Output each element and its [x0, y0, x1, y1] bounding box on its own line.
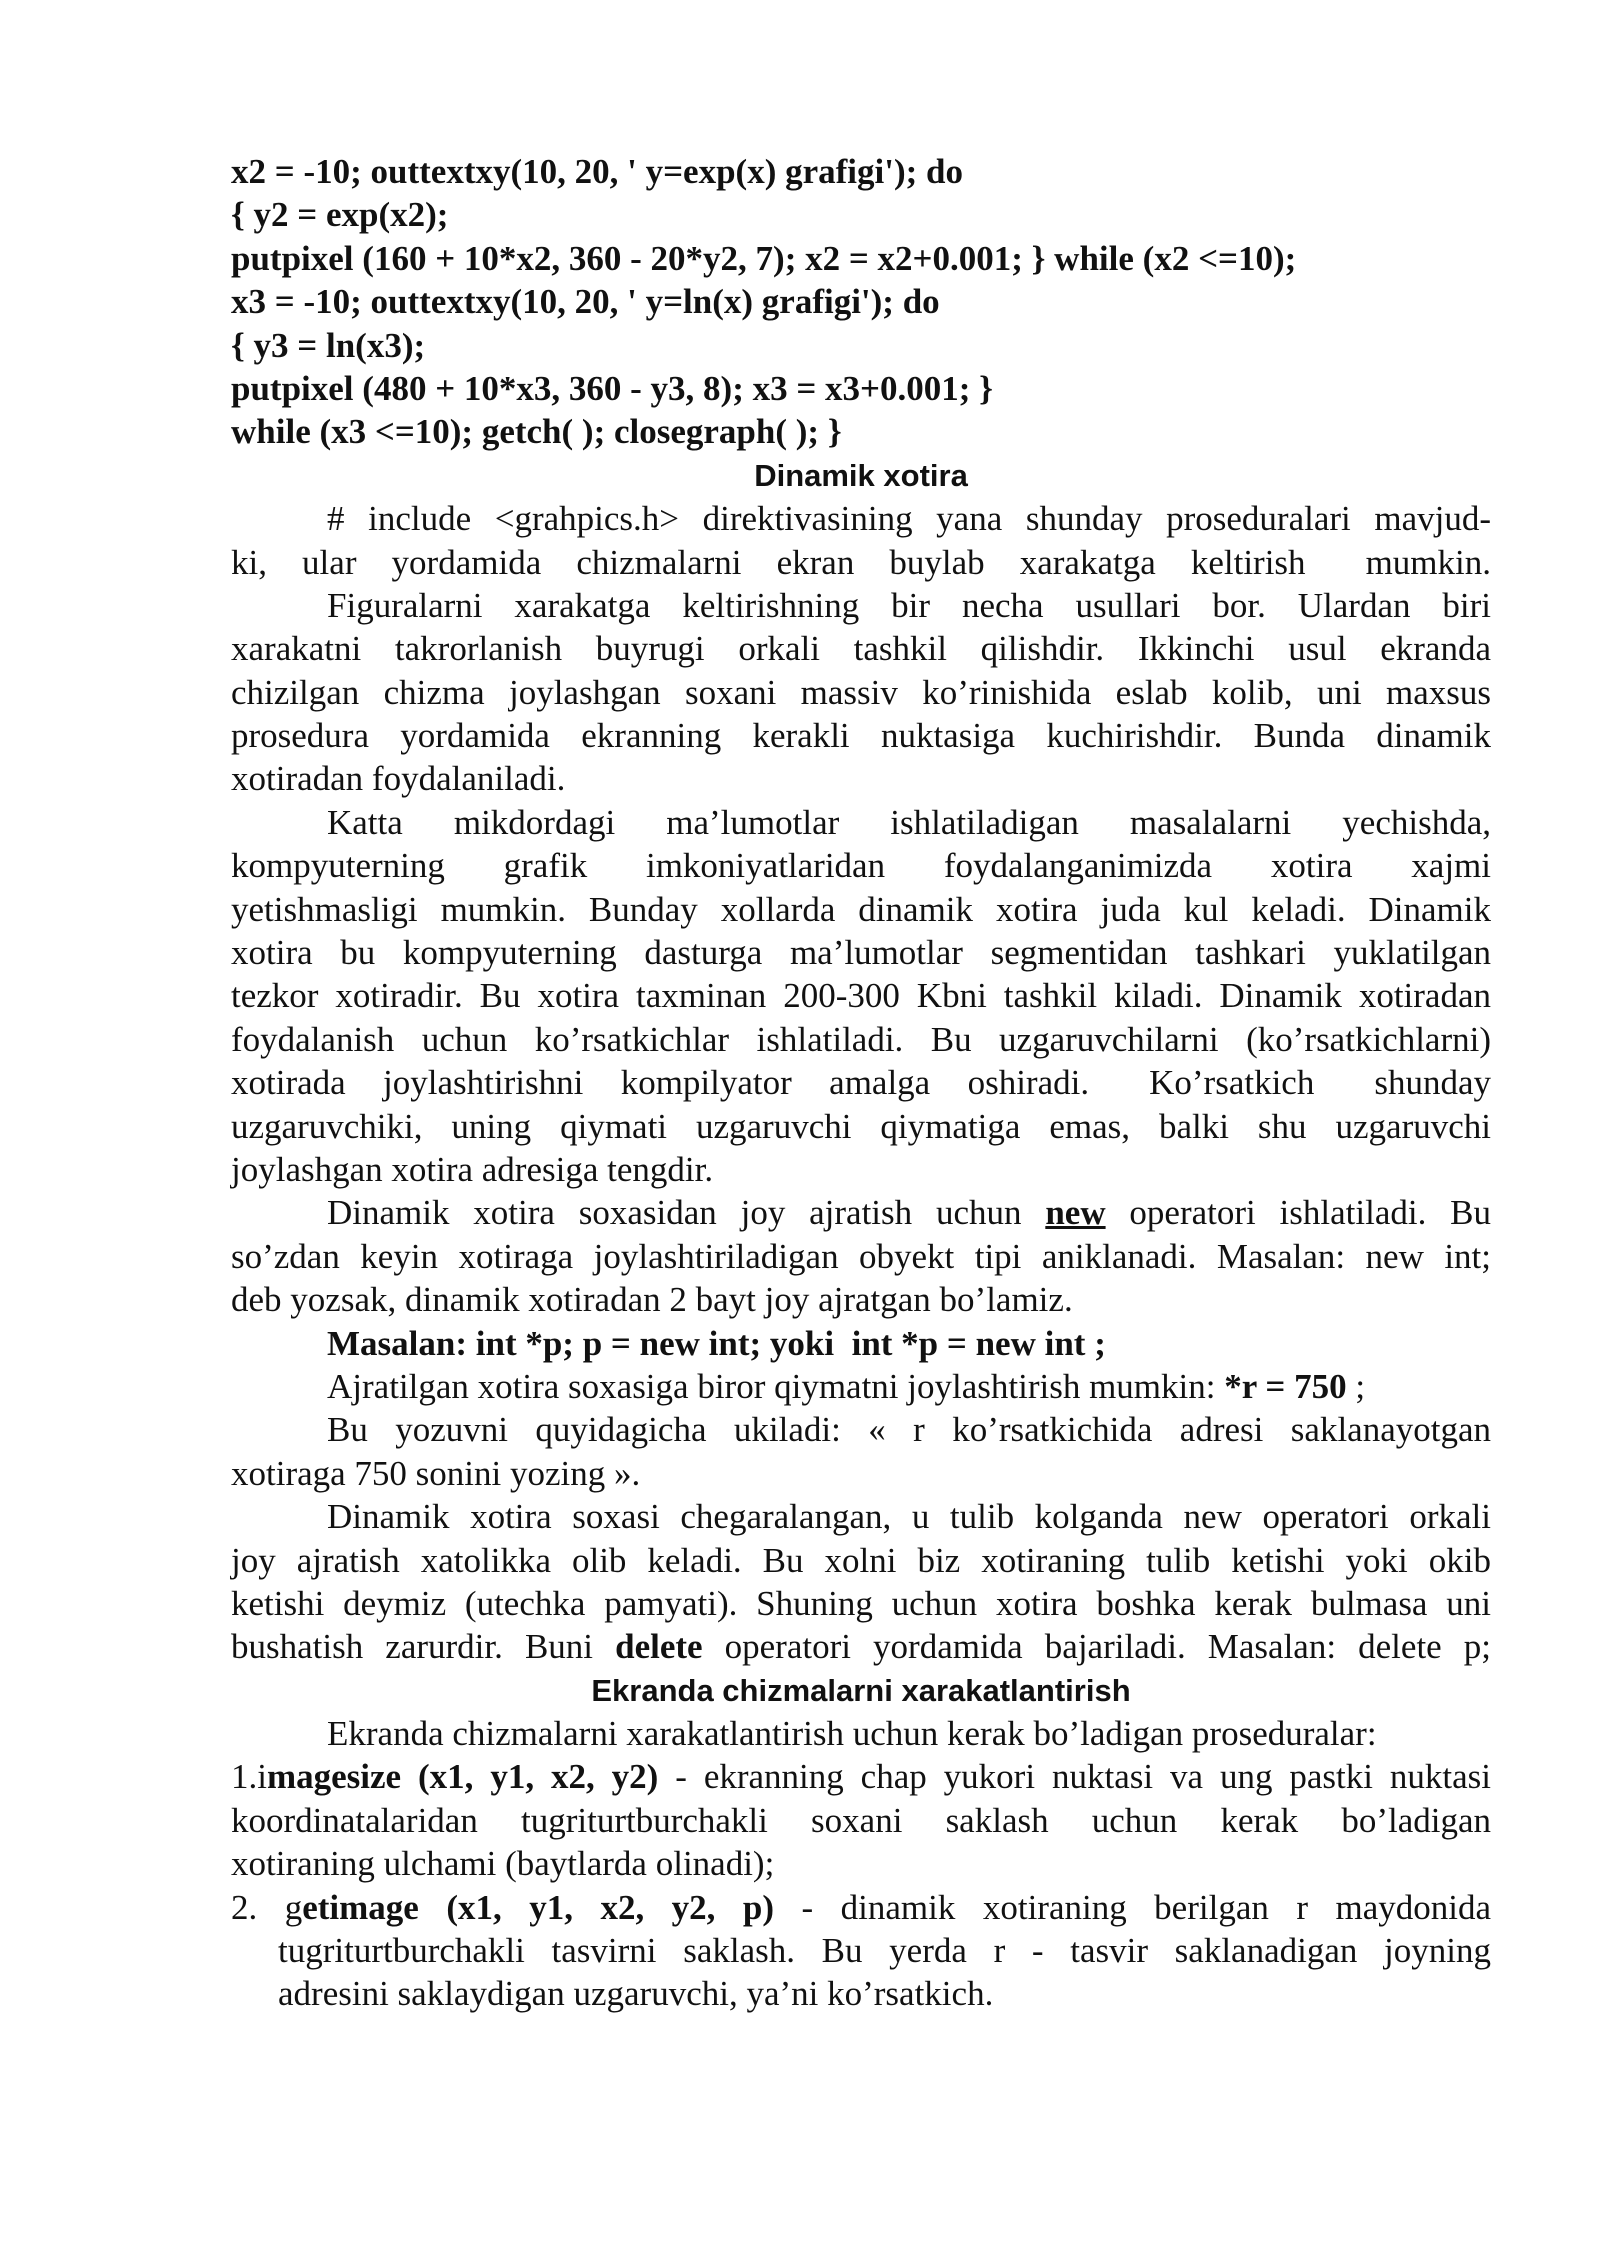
paragraph: [231, 584, 1491, 801]
text-line: Katta mikdordagi ma’lumotlar ishlatiladigan masalalarni yechishda,: [327, 802, 1491, 842]
paragraph: [231, 1495, 1491, 1669]
text-line: xotiradan foydalaniladi.: [231, 759, 566, 799]
function-name: etimage (x1, y1, x2, y2, p): [302, 1887, 775, 1927]
text-line: xotiraning ulchami (baytlarda olinadi);: [231, 1844, 775, 1884]
list-item: [231, 1755, 1491, 1885]
code-block: [231, 150, 1491, 454]
list-number: 1.i: [231, 1757, 267, 1797]
text-span: Ko’rsatkich: [1149, 1063, 1315, 1103]
text-line: [231, 1061, 1491, 1104]
text-span: operatori ishlatiladi. Bu: [1129, 1193, 1491, 1233]
text-line: uzgaruvchiki, uning qiymati uzgaruvchi qiymatiga emas, balki shu uzgaruvchi: [231, 1106, 1491, 1146]
text-line: ketishi deymiz (utechka pamyati). Shuning uchun xotira boshka kerak bulmasa uni: [231, 1583, 1491, 1623]
text-line: [231, 1191, 1491, 1234]
paragraph: [231, 497, 1491, 584]
text-line: deb yozsak, dinamik xotiradan 2 bayt joy ajratgan bo’lamiz.: [231, 1280, 1073, 1320]
text-span: ;: [1346, 1366, 1366, 1406]
text-line: Bu yozuvni quyidagicha ukiladi: « r ko’rsatkichida adresi saklanayotgan: [327, 1410, 1491, 1450]
text-line: Ekranda chizmalarni xarakatlantirish uchun kerak bo’ladigan proseduralar:: [327, 1714, 1377, 1754]
text-line: chizilgan chizma joylashgan soxani massiv ko’rinishida eslab kolib, uni maxsus: [231, 672, 1491, 712]
text-line: kompyuterning grafik imkoniyatlaridan foydalanganimizda xotira xajmi: [231, 846, 1491, 886]
text-line: joy ajratish xatolikka olib keladi. Bu xolni biz xotiraning tulib ketishi yoki okib: [231, 1540, 1491, 1580]
text-line: joylashgan xotira adresiga tengdir.: [231, 1149, 714, 1189]
text-line: tugriturtburchakli tasvirni saklash. Bu yerda r - tasvir saklanadigan joyning: [278, 1931, 1491, 1971]
text-span: Dinamik xotira soxasidan joy ajratish uchun: [327, 1193, 1022, 1233]
text-line: [231, 541, 1491, 584]
text-line: adresini saklaydigan uzgaruvchi, ya’ni ko’rsatkich.: [278, 1974, 994, 2014]
text-line: # include <grahpics.h> direktivasining yana shunday proseduralari mavjud-: [327, 499, 1491, 539]
text-line: prosedura yordamida ekranning kerakli nuktasiga kuchirishdir. Bunda dinamik: [231, 716, 1491, 756]
code-line: putpixel (160 + 10*x2, 360 - 20*y2, 7); x2 = x2+0.001; } while (x2 <=10);: [231, 238, 1297, 278]
list-number: 2. g: [231, 1887, 303, 1927]
text-line: Figuralarni xarakatga keltirishning bir necha usullari bor. Ulardan biri: [327, 585, 1491, 625]
paragraph: [231, 1408, 1491, 1495]
text-line: koordinatalaridan tugriturtburchakli soxani saklash uchun kerak bo’ladigan: [231, 1800, 1491, 1840]
text-line: [231, 1365, 1491, 1408]
code-snippet: *r = 750: [1224, 1366, 1347, 1406]
text-span: - dinamik xotiraning berilgan r maydonida: [774, 1887, 1491, 1927]
text-line: xotira bu kompyuterning dasturga ma’lumotlar segmentidan tashkari yuklatilgan: [231, 933, 1491, 973]
keyword-new: new: [1045, 1193, 1106, 1233]
code-line: while (x3 <=10); getch( ); closegraph( ); }: [231, 412, 842, 452]
example-line: Masalan: int *p; p = new int; yoki int *p = new int ;: [327, 1323, 1106, 1363]
text-span: xotirada joylashtirishni kompilyator amalga oshiradi.: [231, 1063, 1090, 1103]
text-line: foydalanish uchun ko’rsatkichlar ishlatiladi. Bu uzgaruvchilarni (ko’rsatkichlarni): [231, 1019, 1491, 1059]
code-line: x2 = -10; outtextxy(10, 20, ' y=exp(x) grafigi'); do: [231, 152, 963, 191]
text-span: bushatish zarurdir. Buni: [231, 1627, 616, 1667]
section-heading: Dinamik xotira: [754, 457, 968, 493]
text-line: [231, 1625, 1491, 1668]
text-line: xarakatni takrorlanish buyrugi orkali tashkil qilishdir. Ikkinchi usul ekranda: [231, 629, 1491, 669]
code-line: putpixel (480 + 10*x3, 360 - y3, 8); x3 = x3+0.001; }: [231, 368, 993, 408]
text-span: shunday: [1374, 1063, 1491, 1103]
text-line: tezkor xotiradir. Bu xotira taxminan 200-300 Kbni tashkil kiladi. Dinamik xotiradan: [231, 976, 1491, 1016]
code-line: { y3 = ln(x3);: [231, 325, 426, 365]
text-line: so’zdan keyin xotiraga joylashtiriladigan obyekt tipi aniklanadi. Masalan: new int;: [231, 1236, 1491, 1276]
text-line: xotiraga 750 sonini yozing ».: [231, 1453, 641, 1493]
paragraph: [231, 1191, 1491, 1321]
keyword-delete: delete: [615, 1627, 703, 1667]
section-heading: Ekranda chizmalarni xarakatlantirish: [591, 1672, 1131, 1708]
text-span: mumkin.: [1365, 542, 1491, 582]
text-line: Dinamik xotira soxasi chegaralangan, u tulib kolganda new operatori orkali: [327, 1497, 1491, 1537]
text-span: ki, ular yordamida chizmalarni ekran buylab xarakatga keltirish: [231, 542, 1306, 582]
code-line: { y2 = exp(x2);: [231, 195, 449, 235]
text-line: [231, 1886, 1491, 1929]
text-span: Ajratilgan xotira soxasiga biror qiymatni joylashtirish mumkin:: [327, 1366, 1225, 1406]
text-span: - ekranning chap yukori nuktasi va ung pastki nuktasi: [658, 1757, 1491, 1797]
text-line: yetishmasligi mumkin. Bunday xollarda dinamik xotira juda kul keladi. Dinamik: [231, 889, 1491, 929]
list-item: [231, 1886, 1491, 2016]
code-line: x3 = -10; outtextxy(10, 20, ' y=ln(x) grafigi'); do: [231, 282, 940, 322]
text-line: [231, 1755, 1491, 1798]
text-span: operatori yordamida bajariladi. Masalan: delete p;: [702, 1627, 1491, 1667]
paragraph: [231, 801, 1491, 1192]
function-name: magesize (x1, y1, x2, y2): [266, 1757, 659, 1797]
document-page: [231, 150, 1491, 2016]
